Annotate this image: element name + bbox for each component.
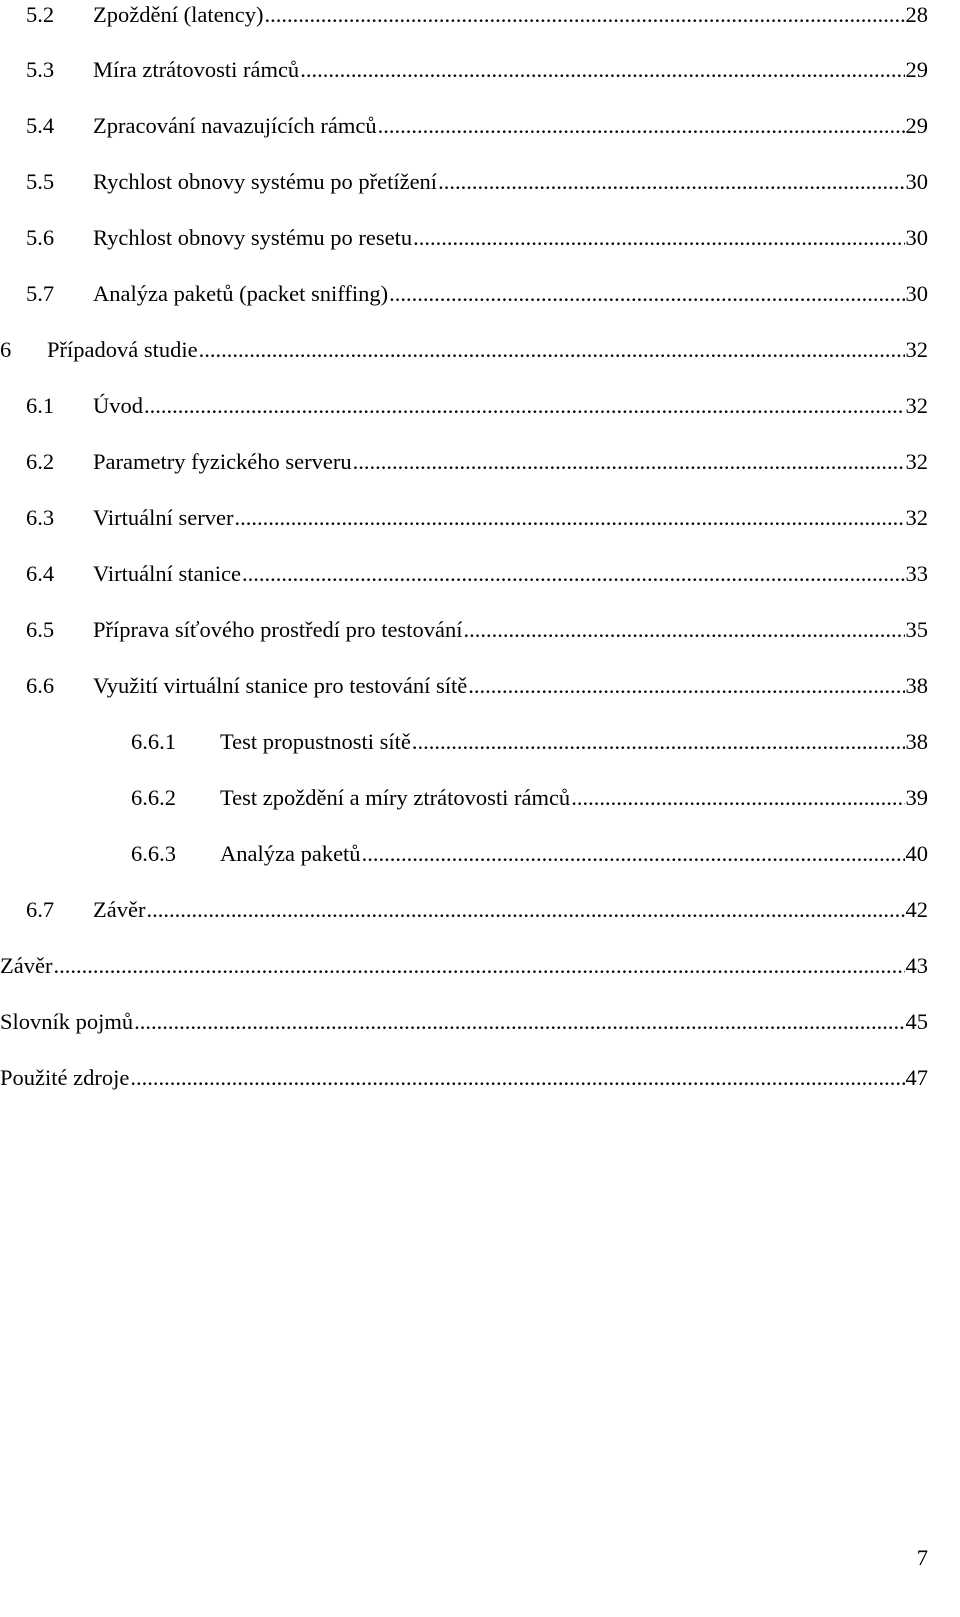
toc-entry[interactable] [26,671,928,701]
toc-entry-page: 32 [905,449,928,474]
toc-entry[interactable] [131,727,928,757]
dot-leader [53,951,904,981]
dot-leader [412,727,905,757]
toc-entry[interactable] [26,0,928,30]
toc-entry-title: Využití virtuální stanice pro testování sítě [93,673,468,698]
toc-entry-title: Míra ztrátovosti rámců [93,57,300,82]
dot-leader [378,111,905,141]
toc-entry-number: 5.4 [26,113,55,138]
toc-entry[interactable] [0,951,928,981]
toc-entry-title: Parametry fyzického serveru [93,449,352,474]
dot-leader [468,671,904,701]
toc-entry-title: Zpracování navazujících rámců [93,113,377,138]
toc-entry[interactable] [26,447,928,477]
dot-leader [464,615,905,645]
toc-entry-title: Slovník pojmů [0,1009,134,1034]
toc-entry-page: 38 [905,673,928,698]
toc-entry-title: Test zpoždění a míry ztrátovosti rámců [220,785,571,810]
dot-leader [146,895,904,925]
toc-entry-number: 6 [0,337,12,362]
toc-entry-page: 35 [905,617,928,642]
toc-entry[interactable] [26,559,928,589]
toc-entry-page: 30 [905,225,928,250]
toc-entry-number: 6.1 [26,393,55,418]
toc-entry[interactable] [26,223,928,253]
toc-entry-page: 30 [905,169,928,194]
toc-entry[interactable] [0,1007,928,1037]
toc-entry-title: Závěr [0,953,53,978]
toc-entry-page: 47 [905,1065,928,1090]
toc-entry[interactable] [26,167,928,197]
toc-entry[interactable] [26,111,928,141]
toc-entry-number: 6.6 [26,673,55,698]
toc-entry-number: 6.6.2 [131,785,176,810]
toc-entry-title: Virtuální server [93,505,234,530]
dot-leader [242,559,905,589]
toc-entry[interactable] [26,615,928,645]
toc-entry[interactable] [131,839,928,869]
toc-entry-number: 5.7 [26,281,55,306]
toc-entry-page: 32 [905,393,928,418]
toc-entry-title: Závěr [93,897,146,922]
toc-entry-title: Test propustnosti sítě [220,729,411,754]
toc-entry-number: 6.2 [26,449,55,474]
toc-entry[interactable] [26,895,928,925]
dot-leader [134,1007,904,1037]
dot-leader [389,279,904,309]
toc-entry-number: 5.5 [26,169,55,194]
toc-entry-title: Použité zdroje [0,1065,130,1090]
toc-entry-number: 6.7 [26,897,55,922]
toc-entry-page: 29 [905,57,928,82]
toc-entry-page: 30 [905,281,928,306]
toc-entry-page: 38 [905,729,928,754]
toc-entry-number: 6.6.1 [131,729,176,754]
toc-entry-number: 6.3 [26,505,55,530]
toc-entry-page: 45 [905,1009,928,1034]
dot-leader [265,0,905,30]
dot-leader [300,55,904,85]
toc-entry-page: 39 [905,785,928,810]
toc-entry-page: 43 [905,953,928,978]
toc-entry[interactable] [131,783,928,813]
toc-entry-number: 5.6 [26,225,55,250]
toc-entry-page: 28 [905,2,928,27]
dot-leader [199,335,905,365]
toc-entry-page: 32 [905,337,928,362]
toc-entry-number: 6.4 [26,561,55,586]
toc-entry[interactable] [26,391,928,421]
toc-entry-title: Úvod [93,393,143,418]
toc-entry-title: Případová studie [47,337,198,362]
dot-leader [438,167,904,197]
dot-leader [130,1063,904,1093]
toc-entry-number: 5.3 [26,57,55,82]
dot-leader [234,503,904,533]
toc-entry-number: 6.5 [26,617,55,642]
toc-entry[interactable] [26,279,928,309]
toc-entry-title: Analýza paketů [220,841,361,866]
toc-entry[interactable] [0,1063,928,1093]
toc-entry-title: Rychlost obnovy systému po resetu [93,225,413,250]
toc-entry[interactable] [26,55,928,85]
page-number: 7 [916,1545,928,1570]
toc-entry-page: 32 [905,505,928,530]
toc-entry[interactable] [0,335,928,365]
toc-entry-page: 40 [905,841,928,866]
dot-leader [571,783,904,813]
toc-entry-title: Virtuální stanice [93,561,241,586]
toc-entry-page: 42 [905,897,928,922]
dot-leader [413,223,904,253]
toc-entry-page: 33 [905,561,928,586]
toc-entry-title: Analýza paketů (packet sniffing) [93,281,389,306]
toc-entry-page: 29 [905,113,928,138]
toc-entry-number: 5.2 [26,2,55,27]
toc-entry[interactable] [26,503,928,533]
dot-leader [362,839,905,869]
toc-entry-title: Příprava síťového prostředí pro testování [93,617,463,642]
dot-leader [144,391,905,421]
toc-entry-title: Zpoždění (latency) [93,2,264,27]
dot-leader [353,447,905,477]
toc-entry-title: Rychlost obnovy systému po přetížení [93,169,438,194]
toc-entry-number: 6.6.3 [131,841,176,866]
